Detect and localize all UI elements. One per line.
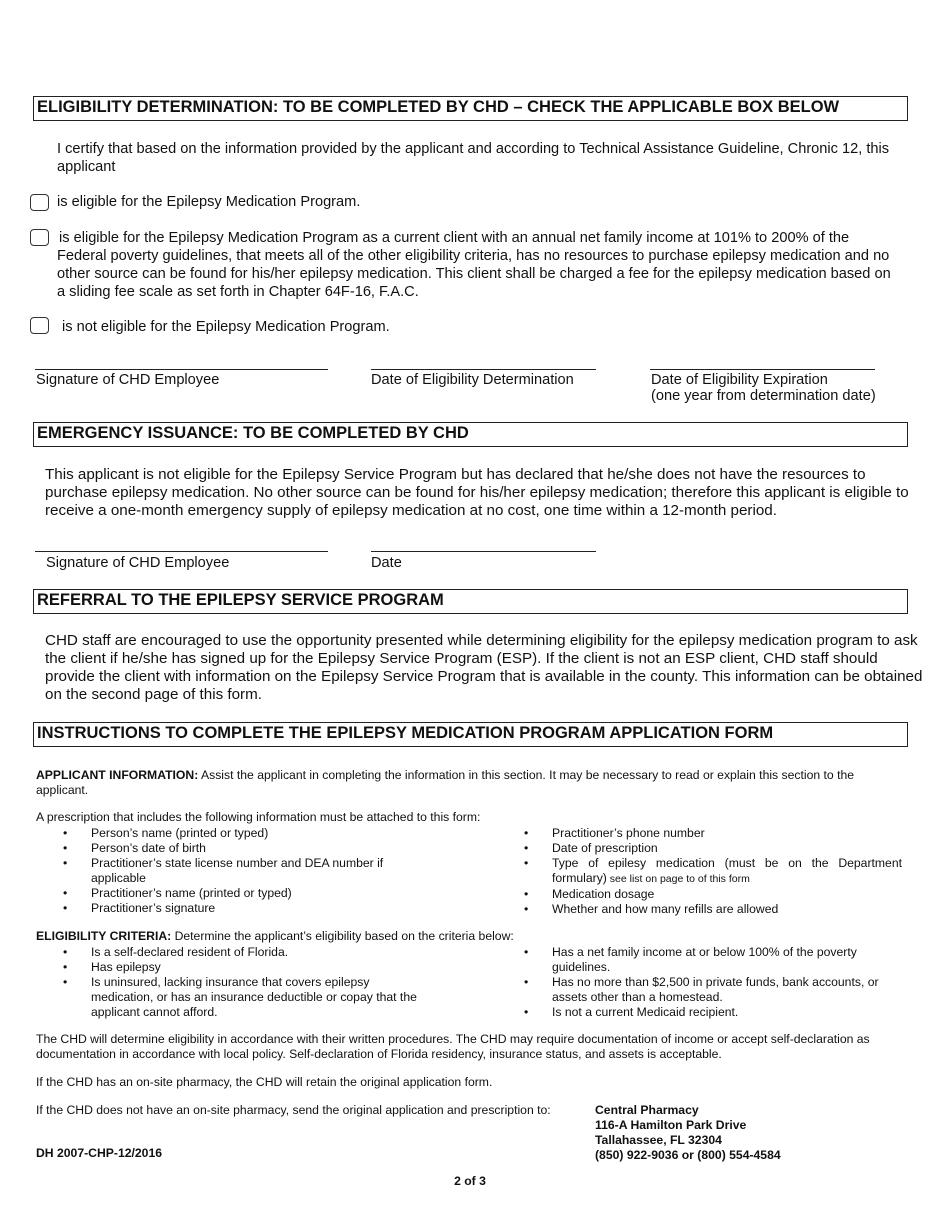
emergency-date-line[interactable] <box>371 551 596 552</box>
eligibility-header-text: ELIGIBILITY DETERMINATION: TO BE COMPLETED BY CHD – CHECK THE APPLICABLE BOX BELOW <box>37 98 840 116</box>
criteria-list-right <box>524 945 892 1020</box>
list-item: • Practitioner’s phone number <box>524 826 705 840</box>
determination-date-label: Date of Eligibility Determination <box>371 372 574 388</box>
eligible-option-label: is eligible for the Epilepsy Medication Program. <box>57 194 361 210</box>
emergency-signature-line[interactable] <box>35 551 328 552</box>
emergency-header <box>33 422 908 447</box>
onsite-pharmacy-text: If the CHD has an on-site pharmacy, the CHD will retain the original application form. <box>36 1075 493 1089</box>
eligible-sliding-fee-label <box>57 229 902 301</box>
criteria-list-left <box>63 945 431 1020</box>
expiration-date-label: Date of Eligibility Expiration <box>651 372 828 388</box>
list-item: • Has a net family income at or below 100% of the poverty guidelines. <box>524 945 857 974</box>
list-item-text: Whether and how many refills are allowed <box>552 902 779 916</box>
list-item-text: Date of prescription <box>552 841 658 855</box>
instructions-header-text: INSTRUCTIONS TO COMPLETE THE EPILEPSY MEDICATION PROGRAM APPLICATION FORM <box>37 724 774 742</box>
emergency-date-label: Date <box>371 555 402 571</box>
list-item-text: Is not a current Medicaid recipient. <box>552 1005 739 1019</box>
list-item-note: see list on page to of this form <box>606 873 750 885</box>
list-item-text: Has a net family income at or below 100% of the poverty guidelines. <box>552 945 857 974</box>
expiration-date-note: (one year from determination date) <box>651 388 876 404</box>
not-eligible-checkbox[interactable] <box>30 317 49 334</box>
list-item-text: Person’s date of birth <box>91 841 206 855</box>
applicant-info-text: Assist the applicant in completing the information in this section. It may be necessary to read or explain this section to the applicant. <box>36 768 855 797</box>
list-item-text: Medication dosage <box>552 887 655 901</box>
list-item-text: Type of epilesy medication (must be on the Department formulary) <box>552 856 902 885</box>
list-item: • Medication dosage <box>524 887 655 901</box>
list-item: • Whether and how many refills are allowed <box>524 902 779 916</box>
list-item-text: Is a self-declared resident of Florida. <box>91 945 289 959</box>
list-item: • Is a self-declared resident of Florida. <box>63 945 289 959</box>
list-item: • Person’s name (printed or typed) <box>63 826 269 840</box>
applicant-info-label: APPLICANT INFORMATION: <box>36 768 199 782</box>
pharmacy-phone: (850) 922-9036 or (800) 554-4584 <box>595 1148 781 1162</box>
list-item-text: Has epilepsy <box>91 960 161 974</box>
emergency-signature-label: Signature of CHD Employee <box>46 555 230 571</box>
no-onsite-pharmacy-text: If the CHD does not have an on-site pharmacy, send the original application and prescription to: <box>36 1103 551 1117</box>
determination-text: The CHD will determine eligibility in accordance with their written procedures. The CHD may require documentation of income or accept self-declaration as documentation in accordance with local policy. Self-declaration of Florida residency, insurance status, and assets is acceptable. <box>36 1032 870 1061</box>
not-eligible-label: is not eligible for the Epilepsy Medication Program. <box>62 319 390 335</box>
list-item-text: Practitioner’s signature <box>91 901 216 915</box>
page-number: 2 of 3 <box>454 1174 486 1188</box>
referral-text: CHD staff are encouraged to use the opportunity presented while determining eligibility for the epilepsy medication program to ask the client if he/she has signed up for the Epilepsy Service Program (ESP). If the client is not an ESP client, CHD staff should provide the client with information on the Epilepsy Service Program that is available in the county. This information can be obtained on the second page of this form. <box>45 632 923 703</box>
eligible-checkbox[interactable] <box>30 194 49 211</box>
prescription-list-right <box>524 826 902 917</box>
referral-header <box>33 589 908 614</box>
list-item: • Date of prescription <box>524 841 658 855</box>
list-item: • Practitioner’s name (printed or typed) <box>63 886 292 900</box>
list-item-text: Is uninsured, lacking insurance that covers epilepsy medication, or has an insurance deductible or copay that the applicant cannot afford. <box>91 975 417 1019</box>
eligibility-intro: I certify that based on the information provided by the applicant and according to Technical Assistance Guideline, Chronic 12, this applicant <box>57 141 890 175</box>
list-item: • Is not a current Medicaid recipient. <box>524 1005 739 1019</box>
list-item-text: Practitioner’s state license number and DEA number if applicable <box>91 856 384 885</box>
prescription-list-left <box>63 826 421 916</box>
eligibility-criteria-label: ELIGIBILITY CRITERIA: <box>36 929 172 943</box>
list-item: • Practitioner’s signature <box>63 901 216 915</box>
pharmacy-address <box>595 1103 781 1163</box>
emergency-header-text: EMERGENCY ISSUANCE: TO BE COMPLETED BY CHD <box>37 424 469 442</box>
form-id: DH 2007-CHP-12/2016 <box>36 1146 163 1160</box>
list-item: • Is uninsured, lacking insurance that covers epilepsy medication, or has an insurance deductible or copay that the applicant cannot afford. <box>63 975 417 1019</box>
list-item: • Person’s date of birth <box>63 841 206 855</box>
eligible-sliding-fee-text: is eligible for the Epilepsy Medication Program as a current client with an annual net family income at 101% to 200% of the Federal poverty guidelines, that meets all of the other eligibility criteria, has no resources to purchase epilepsy medication and no other source can be found for his/her epilepsy medication. This client shall be charged a fee for the epilepsy medication based on a sliding fee scale as set forth in Chapter 64F-16, F.A.C. <box>57 230 891 300</box>
emergency-text: This applicant is not eligible for the Epilepsy Service Program but has declared that he/she does not have the resources to purchase epilepsy medication. No other source can be found for his/her epilepsy medication; therefore this applicant is eligible to receive a one-month emergency supply of epilepsy medication at no cost, one time within a 12-month period. <box>45 466 909 519</box>
eligibility-criteria-text: Determine the applicant’s eligibility based on the criteria below: <box>171 929 514 943</box>
list-item: • Has no more than $2,500 in private funds, bank accounts, or assets other than a homestead. <box>524 975 879 1004</box>
list-item: • Has epilepsy <box>63 960 161 974</box>
chd-signature-label: Signature of CHD Employee <box>36 372 220 388</box>
list-item: • Practitioner’s state license number and DEA number if applicable <box>63 856 384 885</box>
expiration-date-line[interactable] <box>650 369 875 370</box>
pharmacy-street: 116-A Hamilton Park Drive <box>595 1118 747 1132</box>
prescription-intro: A prescription that includes the following information must be attached to this form: <box>36 810 481 824</box>
eligible-sliding-fee-checkbox[interactable] <box>30 229 49 246</box>
eligibility-criteria <box>36 929 514 944</box>
referral-header-text: REFERRAL TO THE EPILEPSY SERVICE PROGRAM <box>37 591 444 609</box>
applicant-info <box>36 768 906 798</box>
list-item-text: Person’s name (printed or typed) <box>91 826 269 840</box>
eligibility-header <box>33 96 908 121</box>
pharmacy-name: Central Pharmacy <box>595 1103 699 1117</box>
list-item-text: Practitioner’s name (printed or typed) <box>91 886 292 900</box>
chd-signature-line[interactable] <box>35 369 328 370</box>
determination-date-line[interactable] <box>371 369 596 370</box>
list-item-text: Practitioner’s phone number <box>552 826 705 840</box>
pharmacy-city: Tallahassee, FL 32304 <box>595 1133 722 1147</box>
list-item-text: Has no more than $2,500 in private funds, bank accounts, or assets other than a homestead. <box>552 975 879 1004</box>
instructions-header <box>33 722 908 747</box>
list-item: • Type of epilesy medication (must be on the Department formulary) see list on page to of this form <box>524 856 902 885</box>
